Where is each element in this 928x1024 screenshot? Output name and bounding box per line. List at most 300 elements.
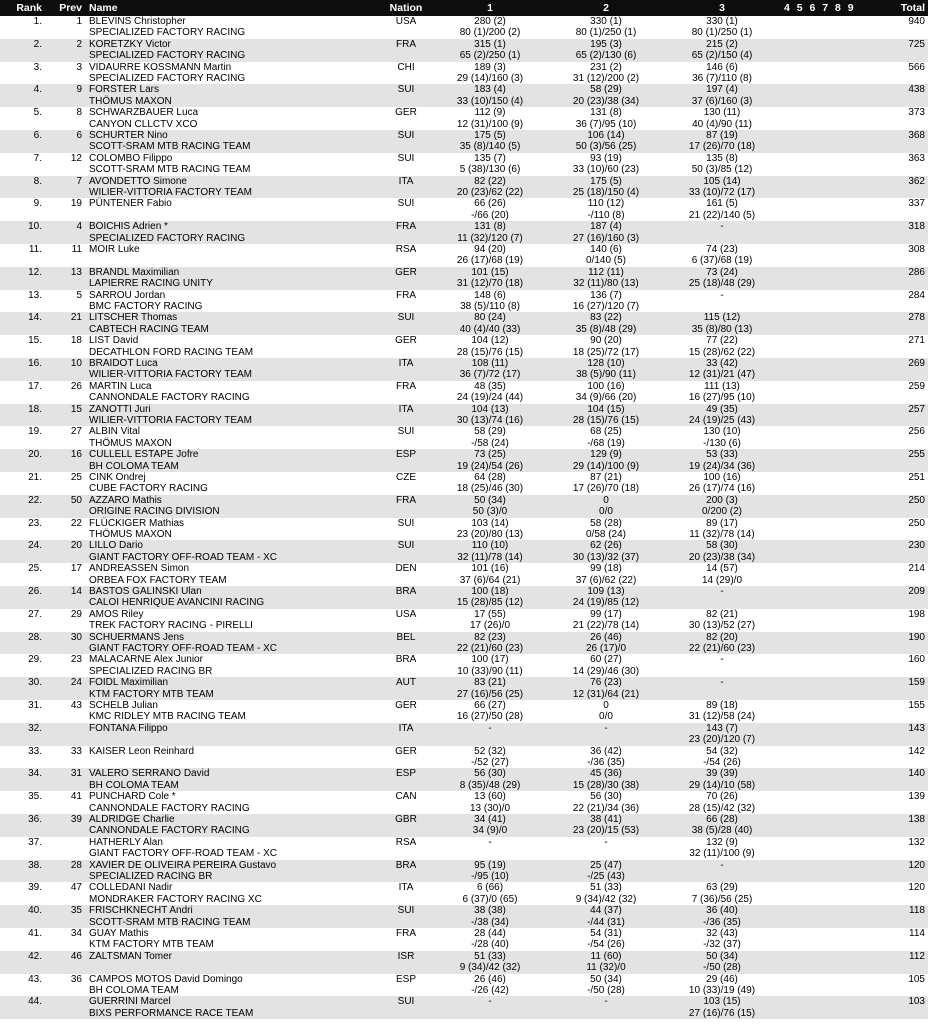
header-nation: Nation <box>389 2 423 14</box>
prev-rank-cell: 10 <box>70 358 82 369</box>
round1-breakdown: 33 (10)/150 (4) <box>456 95 524 107</box>
table-row <box>0 426 928 449</box>
team-name: ORBEA FOX FACTORY TEAM <box>89 574 227 586</box>
rank-cell: 19. <box>28 426 42 438</box>
round2-breakdown: 11 (32)/0 <box>586 962 626 974</box>
nation-cell: GER <box>395 266 417 278</box>
total-points: 214 <box>908 563 925 575</box>
round3-breakdown: 36 (7)/110 (8) <box>692 72 752 84</box>
round1-points: 112 (9) <box>474 107 506 119</box>
team-name: KTM FACTORY MTB TEAM <box>89 939 214 951</box>
round1-points: 82 (22) <box>474 175 506 187</box>
nation-cell: ISR <box>397 950 415 962</box>
round1-points: 183 (4) <box>474 84 506 96</box>
prev-rank-cell: 27 <box>70 426 82 438</box>
nation-cell: ITA <box>398 882 414 894</box>
round1-breakdown: -/52 (27) <box>471 756 509 768</box>
round2-breakdown: 12 (31)/64 (21) <box>572 688 640 700</box>
rider-name: PÜNTENER Fabio <box>89 198 172 210</box>
rank-cell: 41. <box>28 928 42 939</box>
team-name: TREK FACTORY RACING - PIRELLI <box>89 620 253 632</box>
nation-cell: USA <box>395 16 417 27</box>
round2-breakdown: 37 (6)/62 (22) <box>575 574 637 586</box>
nation-cell: FRA <box>396 38 416 50</box>
round1-points: 48 (35) <box>474 380 506 392</box>
total-points: 256 <box>908 426 925 438</box>
round3-points: 66 (28) <box>706 814 738 825</box>
rider-name: PUNCHARD Cole * <box>89 791 176 803</box>
header-rounds-4-9: 4 5 6 7 8 9 <box>784 2 854 14</box>
rank-cell: 36. <box>28 814 42 825</box>
round2-points: 195 (3) <box>590 38 622 50</box>
round3-breakdown: 0/200 (2) <box>701 506 743 518</box>
round2-points: 175 (5) <box>590 175 622 187</box>
rider-name: FLÜCKIGER Mathias <box>89 517 185 529</box>
nation-cell: ESP <box>395 768 416 780</box>
round2-points: 140 (6) <box>590 244 622 255</box>
rank-cell: 6. <box>33 130 42 141</box>
nation-cell: SUI <box>397 84 415 96</box>
nation-cell: FRA <box>396 221 416 233</box>
round1-breakdown: 13 (30)/0 <box>469 802 511 814</box>
round3-points: 115 (12) <box>703 312 741 324</box>
round3-points: 39 (39) <box>706 768 738 780</box>
round3-points: 63 (29) <box>706 882 738 894</box>
round1-points: 51 (33) <box>474 950 506 962</box>
header-name: Name <box>89 2 118 14</box>
round3-points: - <box>720 221 724 233</box>
table-row <box>0 335 928 358</box>
rider-name: BASTOS GALINSKI Ulan <box>89 586 202 597</box>
rider-name: COLOMBO Filippo <box>89 152 173 164</box>
nation-cell: FRA <box>396 289 416 301</box>
prev-rank-cell: 22 <box>70 517 82 529</box>
nation-cell: BRA <box>395 654 417 666</box>
round1-points: 94 (20) <box>474 244 506 255</box>
round2-points: 131 (8) <box>590 107 622 119</box>
rank-cell: 43. <box>28 973 42 985</box>
team-name: CANNONDALE FACTORY RACING <box>89 392 250 404</box>
total-points: 120 <box>908 859 925 871</box>
round3-breakdown: 37 (6)/160 (3) <box>691 95 753 107</box>
round3-breakdown: -/54 (26) <box>703 756 741 768</box>
total-points: 362 <box>908 175 925 187</box>
team-name: BH COLOMA TEAM <box>89 460 179 472</box>
rank-cell: 31. <box>28 700 42 711</box>
round1-points: - <box>488 836 492 848</box>
team-name: BIXS PERFORMANCE RACE TEAM <box>89 1007 254 1019</box>
round2-points: - <box>604 722 608 734</box>
table-row <box>0 312 928 335</box>
round1-points: 189 (3) <box>474 61 506 73</box>
rank-cell: 22. <box>28 494 42 506</box>
round2-points: 104 (15) <box>587 403 625 415</box>
round1-breakdown: 31 (12)/70 (18) <box>456 278 524 290</box>
prev-rank-cell: 43 <box>70 700 82 711</box>
header-prev: Prev <box>59 2 82 14</box>
round1-points: 175 (5) <box>474 130 506 141</box>
header-total: Total <box>900 2 925 14</box>
total-points: 250 <box>908 494 925 506</box>
total-points: 940 <box>908 16 925 27</box>
prev-rank-cell: 29 <box>70 608 82 620</box>
table-row <box>0 198 928 221</box>
nation-cell: DEN <box>395 563 417 575</box>
rider-name: GUERRINI Marcel <box>89 996 171 1008</box>
team-name: ORIGINE RACING DIVISION <box>89 506 220 518</box>
round2-points: 0 <box>603 494 609 506</box>
nation-cell: SUI <box>397 152 415 164</box>
prev-rank-cell: 16 <box>70 449 82 461</box>
table-row <box>0 267 928 290</box>
round1-breakdown: -/28 (40) <box>471 939 509 951</box>
table-row <box>0 677 928 700</box>
round3-points: 82 (21) <box>706 608 738 620</box>
rank-cell: 39. <box>28 882 42 894</box>
rider-name: MARTIN Luca <box>89 380 152 392</box>
round2-breakdown: 0/0 <box>599 506 613 518</box>
table-row <box>0 563 928 586</box>
total-points: 250 <box>908 517 925 529</box>
round3-breakdown: 12 (31)/21 (47) <box>688 369 756 381</box>
rank-cell: 11. <box>28 244 42 255</box>
round2-breakdown: 38 (5)/90 (11) <box>576 369 636 381</box>
team-name: CALOI HENRIQUE AVANCINI RACING <box>89 597 265 609</box>
round2-points: 99 (17) <box>590 608 622 620</box>
rider-name: MOIR Luke <box>89 244 140 255</box>
rider-name: SCHUERMANS Jens <box>89 631 185 643</box>
table-row <box>0 540 928 563</box>
round3-breakdown: 7 (36)/56 (25) <box>691 893 753 905</box>
round3-breakdown: 38 (5)/28 (40) <box>691 825 753 837</box>
round3-breakdown: 31 (12)/58 (24) <box>688 711 756 723</box>
round2-breakdown: 29 (14)/100 (9) <box>572 460 640 472</box>
total-points: 269 <box>908 358 925 369</box>
round3-points: 197 (4) <box>706 84 738 96</box>
team-name: THÖMUS MAXON <box>89 528 172 540</box>
round3-points: 29 (46) <box>706 973 738 985</box>
round2-points: 330 (1) <box>590 16 622 27</box>
total-points: 132 <box>908 836 925 848</box>
total-points: 198 <box>908 608 925 620</box>
rider-name: CAMPOS MOTOS David Domingo <box>89 973 243 985</box>
round2-breakdown: 16 (27)/120 (7) <box>572 300 640 312</box>
round2-breakdown: 35 (8)/48 (29) <box>575 323 637 335</box>
total-points: 373 <box>908 107 925 119</box>
round3-breakdown: 17 (26)/70 (18) <box>688 141 756 153</box>
round3-breakdown: -/32 (37) <box>703 939 741 951</box>
round1-points: 95 (19) <box>474 859 506 871</box>
rank-cell: 10. <box>28 221 42 233</box>
total-points: 155 <box>908 700 925 711</box>
prev-rank-cell: 24 <box>70 677 82 689</box>
round2-points: 56 (30) <box>590 791 622 803</box>
round1-points: 110 (10) <box>471 540 509 552</box>
round1-breakdown: 50 (3)/0 <box>472 506 508 518</box>
prev-rank-cell: 47 <box>70 882 82 894</box>
round2-breakdown: 22 (21)/34 (36) <box>572 802 640 814</box>
total-points: 112 <box>909 950 925 962</box>
header-round-2: 2 <box>603 2 609 14</box>
total-points: 103 <box>908 996 925 1008</box>
round2-points: 60 (27) <box>590 654 622 666</box>
prev-rank-cell: 4 <box>76 221 82 233</box>
round2-breakdown: 28 (15)/76 (15) <box>572 414 640 426</box>
nation-cell: BRA <box>395 586 417 597</box>
table-row <box>0 746 928 769</box>
team-name: KTM FACTORY MTB TEAM <box>89 688 214 700</box>
nation-cell: ESP <box>395 973 416 985</box>
team-name: CANNONDALE FACTORY RACING <box>89 825 250 837</box>
round1-breakdown: 23 (20)/80 (13) <box>456 528 524 540</box>
round3-points: 77 (22) <box>706 335 738 347</box>
team-name: WILIER-VITTORIA FACTORY TEAM <box>89 186 252 198</box>
prev-rank-cell: 46 <box>70 950 82 962</box>
prev-rank-cell: 20 <box>70 540 82 552</box>
round2-points: 54 (31) <box>590 928 622 939</box>
rank-cell: 2. <box>33 38 42 50</box>
round1-points: 80 (24) <box>474 312 506 324</box>
round2-points: 68 (25) <box>590 426 622 438</box>
round3-breakdown: 33 (10)/72 (17) <box>688 186 756 198</box>
team-name: MONDRAKER FACTORY RACING XC <box>89 893 262 905</box>
round1-breakdown: 35 (8)/140 (5) <box>459 141 521 153</box>
round1-breakdown: 80 (1)/200 (2) <box>459 27 521 39</box>
rank-cell: 15. <box>28 335 42 347</box>
nation-cell: BEL <box>396 631 416 643</box>
round3-points: 49 (35) <box>706 403 738 415</box>
round3-breakdown: 6 (37)/68 (19) <box>691 255 753 267</box>
round2-points: - <box>604 836 608 848</box>
round2-breakdown: 30 (13)/32 (37) <box>572 551 640 563</box>
prev-rank-cell: 30 <box>70 631 82 643</box>
total-points: 140 <box>908 768 925 780</box>
nation-cell: SUI <box>397 426 415 438</box>
round2-breakdown: 34 (9)/66 (20) <box>575 392 637 404</box>
total-points: 318 <box>908 221 925 233</box>
rank-cell: 13. <box>28 289 42 301</box>
rider-name: BRAIDOT Luca <box>89 358 158 369</box>
team-name: SCOTT-SRAM MTB RACING TEAM <box>89 141 251 153</box>
round2-breakdown: 15 (28)/30 (38) <box>572 779 640 791</box>
round1-breakdown: 27 (16)/56 (25) <box>456 688 524 700</box>
round1-breakdown: 6 (37)/0 (65) <box>462 893 518 905</box>
round3-points: 103 (15) <box>703 996 741 1008</box>
total-points: 278 <box>908 312 925 324</box>
nation-cell: SUI <box>397 312 415 324</box>
rank-cell: 3. <box>33 61 42 73</box>
rider-name: ANDREASSEN Simon <box>89 563 190 575</box>
rider-name: GUAY Mathis <box>89 928 149 939</box>
round2-points: 99 (18) <box>590 563 622 575</box>
round3-points: 130 (11) <box>703 107 741 119</box>
round2-breakdown: 26 (17)/0 <box>585 642 627 654</box>
round3-points: 135 (8) <box>706 152 738 164</box>
rank-cell: 26. <box>28 586 42 597</box>
round1-points: - <box>488 722 492 734</box>
prev-rank-cell: 21 <box>70 312 82 324</box>
rank-cell: 20. <box>28 449 42 461</box>
round1-breakdown: 36 (7)/72 (17) <box>459 369 521 381</box>
table-row <box>0 107 928 130</box>
round1-points: 28 (44) <box>474 928 506 939</box>
round2-points: 109 (13) <box>587 586 625 597</box>
round2-breakdown: 23 (20)/15 (53) <box>572 825 640 837</box>
table-row <box>0 39 928 62</box>
round1-breakdown: 12 (31)/100 (9) <box>456 118 524 130</box>
rank-cell: 42. <box>28 950 42 962</box>
nation-cell: GER <box>395 107 417 119</box>
round3-points: 70 (26) <box>706 791 738 803</box>
rider-name: VALERO SERRANO David <box>89 768 210 780</box>
prev-rank-cell: 15 <box>70 403 82 415</box>
team-name: GIANT FACTORY OFF-ROAD TEAM - XC <box>89 848 277 860</box>
team-name: THÖMUS MAXON <box>89 437 172 449</box>
rank-cell: 9. <box>33 198 42 210</box>
total-points: 138 <box>908 814 925 825</box>
round1-breakdown: 8 (35)/48 (29) <box>459 779 521 791</box>
round2-breakdown: 32 (11)/80 (13) <box>573 278 639 290</box>
table-row <box>0 974 928 997</box>
round2-breakdown: 14 (29)/46 (30) <box>572 665 640 677</box>
round1-breakdown: 19 (24)/54 (26) <box>456 460 524 472</box>
rank-cell: 28. <box>28 631 42 643</box>
total-points: 142 <box>908 745 925 757</box>
rider-name: SARROU Jordan <box>89 289 166 301</box>
nation-cell: SUI <box>397 198 415 210</box>
table-row <box>0 814 928 837</box>
round3-breakdown: 25 (18)/48 (29) <box>688 278 756 290</box>
round3-breakdown: -/50 (28) <box>703 962 741 974</box>
total-points: 259 <box>908 380 925 392</box>
total-points: 159 <box>908 677 925 689</box>
round3-breakdown: 50 (3)/85 (12) <box>691 164 753 176</box>
round1-breakdown: 29 (14)/160 (3) <box>456 72 524 84</box>
prev-rank-cell: 9 <box>76 84 82 96</box>
total-points: 257 <box>908 403 925 415</box>
round2-points: 51 (33) <box>590 882 622 894</box>
round2-breakdown: 25 (18)/150 (4) <box>572 186 640 198</box>
team-name: SCOTT-SRAM MTB RACING TEAM <box>89 916 251 928</box>
prev-rank-cell: 6 <box>76 130 82 141</box>
round2-breakdown: 31 (12)/200 (2) <box>572 72 640 84</box>
team-name: DECATHLON FORD RACING TEAM <box>89 346 254 358</box>
table-row <box>0 654 928 677</box>
round1-breakdown: 17 (26)/0 <box>469 620 511 632</box>
rank-cell: 21. <box>28 472 42 483</box>
round2-breakdown: -/25 (43) <box>587 870 625 882</box>
round1-breakdown: -/26 (42) <box>471 984 509 996</box>
rider-name: ZALTSMAN Tomer <box>89 950 172 962</box>
table-row <box>0 130 928 153</box>
nation-cell: SUI <box>397 905 415 917</box>
round3-points: 143 (7) <box>706 722 738 734</box>
rank-cell: 32. <box>28 722 42 734</box>
total-points: 251 <box>908 472 925 483</box>
nation-cell: ITA <box>398 403 414 415</box>
rank-cell: 1. <box>33 16 42 27</box>
rank-cell: 24. <box>28 540 42 552</box>
round3-points: - <box>720 289 724 301</box>
rank-cell: 44. <box>28 996 42 1008</box>
rider-name: CINK Ondrej <box>89 472 146 483</box>
round2-points: 0 <box>603 700 609 711</box>
prev-rank-cell: 5 <box>76 289 82 301</box>
round2-points: 87 (21) <box>590 472 622 483</box>
nation-cell: CHI <box>397 61 415 73</box>
nation-cell: GBR <box>395 814 417 825</box>
table-row <box>0 16 928 39</box>
round3-breakdown: 35 (8)/80 (13) <box>691 323 753 335</box>
prev-rank-cell: 26 <box>70 380 82 392</box>
round3-breakdown: 20 (23)/38 (34) <box>688 551 756 563</box>
round1-breakdown: -/66 (20) <box>471 209 509 221</box>
round3-breakdown: 10 (33)/19 (49) <box>688 984 756 996</box>
nation-cell: GER <box>395 335 417 347</box>
rider-name: LILLO Dario <box>89 540 143 552</box>
team-name: SPECIALIZED RACING BR <box>89 665 213 677</box>
round1-breakdown: 16 (27)/50 (28) <box>456 711 524 723</box>
nation-cell: ESP <box>395 449 416 461</box>
round2-breakdown: 0/140 (5) <box>585 255 627 267</box>
table-row <box>0 449 928 472</box>
round2-points: 36 (42) <box>590 745 622 757</box>
round3-points: 105 (14) <box>703 175 741 187</box>
team-name: BH COLOMA TEAM <box>89 984 179 996</box>
round1-breakdown: 18 (25)/46 (30) <box>456 483 524 495</box>
rider-name: FONTANA Filippo <box>89 722 168 734</box>
rank-cell: 37. <box>28 836 42 848</box>
round3-points: 74 (23) <box>706 244 738 255</box>
round3-breakdown: 40 (4)/90 (11) <box>692 118 752 130</box>
team-name: GIANT FACTORY OFF-ROAD TEAM - XC <box>89 551 277 563</box>
prev-rank-cell: 41 <box>70 791 82 803</box>
round1-points: 52 (32) <box>474 745 506 757</box>
team-name: CANYON CLLCTV XCO <box>89 118 198 130</box>
round1-breakdown: 26 (17)/68 (19) <box>456 255 524 267</box>
nation-cell: BRA <box>395 859 417 871</box>
rank-cell: 33. <box>28 745 42 757</box>
round2-breakdown: 17 (26)/70 (18) <box>572 483 640 495</box>
round1-breakdown: 24 (19)/24 (44) <box>456 392 524 404</box>
round2-breakdown: 50 (3)/56 (25) <box>575 141 637 153</box>
round3-points: - <box>720 677 724 689</box>
nation-cell: RSA <box>395 244 417 255</box>
round3-breakdown: -/130 (6) <box>703 437 741 449</box>
total-points: 286 <box>908 266 925 278</box>
rank-cell: 4. <box>33 84 42 96</box>
rank-cell: 16. <box>28 358 42 369</box>
round2-points: 90 (20) <box>590 335 622 347</box>
table-row <box>0 62 928 85</box>
nation-cell: ITA <box>398 722 414 734</box>
prev-rank-cell: 31 <box>70 768 82 780</box>
total-points: 363 <box>908 152 925 164</box>
table-row <box>0 84 928 107</box>
rider-name: LIST David <box>89 335 139 347</box>
round1-points: 104 (13) <box>471 403 509 415</box>
round1-points: 82 (23) <box>474 631 506 643</box>
round1-breakdown: 30 (13)/74 (16) <box>456 414 524 426</box>
round1-points: 34 (41) <box>474 814 506 825</box>
table-row <box>0 905 928 928</box>
round1-breakdown: 37 (6)/64 (21) <box>459 574 521 586</box>
nation-cell: CZE <box>396 472 416 483</box>
prev-rank-cell: 7 <box>76 175 82 187</box>
rank-cell: 14. <box>28 312 42 324</box>
prev-rank-cell: 2 <box>76 38 82 50</box>
total-points: 255 <box>908 449 925 461</box>
